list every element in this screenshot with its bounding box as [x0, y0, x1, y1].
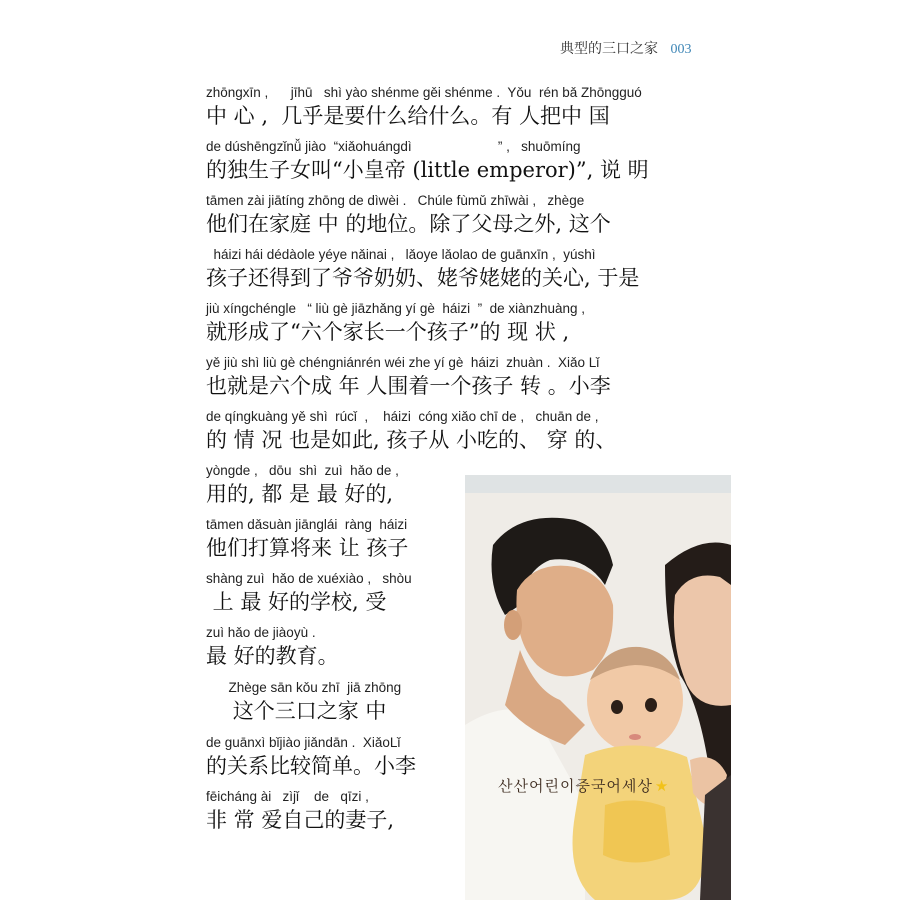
text-line-8: [206, 462, 399, 508]
pinyin-line: háizi hái dédàole yéye nǎinai , lǎoye lǎolao de guānxīn , yúshì: [206, 247, 596, 262]
pinyin-line: fēicháng ài zìjǐ de qīzi ,: [206, 789, 369, 804]
pinyin-line: Zhège sān kǒu zhī jiā zhōng: [206, 680, 402, 695]
pinyin-line: zuì hǎo de jiàoyù .: [206, 625, 316, 640]
hanzi-line: 就形成了“六个家长一个孩子”的 现 状 ,: [206, 320, 570, 344]
hanzi-line: 最 好的教育。: [206, 644, 339, 668]
text-line-1: [206, 84, 642, 130]
hanzi-line: 的 情 况 也是如此, 孩子从 小吃的、 穿 的、: [206, 428, 617, 452]
pinyin-line: jiù xíngchéngle “ liù gè jiāzhǎng yí gè háizi ” de xiànzhuàng ,: [206, 301, 585, 316]
family-photo: [465, 475, 731, 900]
hanzi-line: 他们在家庭 中 的地位。除了父母之外, 这个: [206, 212, 611, 236]
text-line-9: [206, 516, 408, 562]
chapter-title: 典型的三口之家: [560, 41, 658, 57]
hanzi-line: 孩子还得到了爷爷奶奶、姥爷姥姥的关心, 于是: [206, 266, 640, 290]
text-line-13: [206, 734, 416, 780]
hanzi-line: 用的, 都 是 最 好的,: [206, 482, 394, 506]
page-number: 003: [670, 42, 692, 57]
hanzi-line: 的独生子女叫“小皇帝 (little emperor)”, 说 明: [206, 158, 649, 182]
running-head: [560, 38, 691, 58]
pinyin-line: yě jiù shì liù gè chéngniánrén wéi zhe yí gè háizi zhuàn . Xiǎo Lǐ: [206, 355, 600, 370]
text-line-14: [206, 788, 394, 834]
hanzi-line: 他们打算将来 让 孩子: [206, 536, 409, 560]
text-line-10: [206, 570, 412, 616]
hanzi-line: 这个三口之家 中: [206, 699, 387, 723]
text-line-4: [206, 246, 639, 292]
hanzi-line: 也就是六个成 年 人围着一个孩子 转 。小李: [206, 374, 611, 398]
family-photo-illustration: [465, 475, 731, 900]
text-line-2: [206, 138, 649, 184]
text-line-7: [206, 408, 616, 454]
text-line-6: [206, 354, 611, 400]
text-line-3: [206, 192, 611, 238]
hanzi-line: 的关系比较简单。小李: [206, 754, 416, 778]
text-line-5: [206, 300, 585, 346]
pinyin-line: shàng zuì hǎo de xuéxiào , shòu: [206, 571, 412, 586]
hanzi-line: 上 最 好的学校, 受: [206, 590, 387, 614]
pinyin-line: yòngde , dōu shì zuì hǎo de ,: [206, 463, 399, 478]
pinyin-line: de dúshēngzǐnǚ jiào “xiǎohuángdì ” , shuōmíng: [206, 139, 581, 154]
watermark-text: 산산어린이중국어세상: [498, 777, 653, 795]
text-line-11: [206, 624, 339, 670]
pinyin-line: tāmen zài jiātíng zhōng de dìwèi . Chúle fùmǔ zhīwài , zhège: [206, 193, 585, 208]
hanzi-line: 中 心 , 几乎是要什么给什么。有 人把中 国: [206, 104, 610, 128]
pinyin-line: de guānxì bǐjiào jiǎndān . XiǎoLǐ: [206, 735, 401, 750]
star-icon: ★: [654, 777, 670, 795]
pinyin-line: de qíngkuàng yě shì rúcǐ , háizi cóng xiǎo chī de , chuān de ,: [206, 409, 599, 424]
text-line-12: [206, 679, 401, 725]
pinyin-line: zhōngxīn , jīhū shì yào shénme gěi shénme . Yǒu rén bǎ Zhōngguó: [206, 85, 642, 100]
hanzi-line: 非 常 爱自己的妻子,: [206, 808, 395, 832]
pinyin-line: tāmen dǎsuàn jiānglái ràng háizi: [206, 517, 408, 532]
watermark: [498, 775, 669, 796]
